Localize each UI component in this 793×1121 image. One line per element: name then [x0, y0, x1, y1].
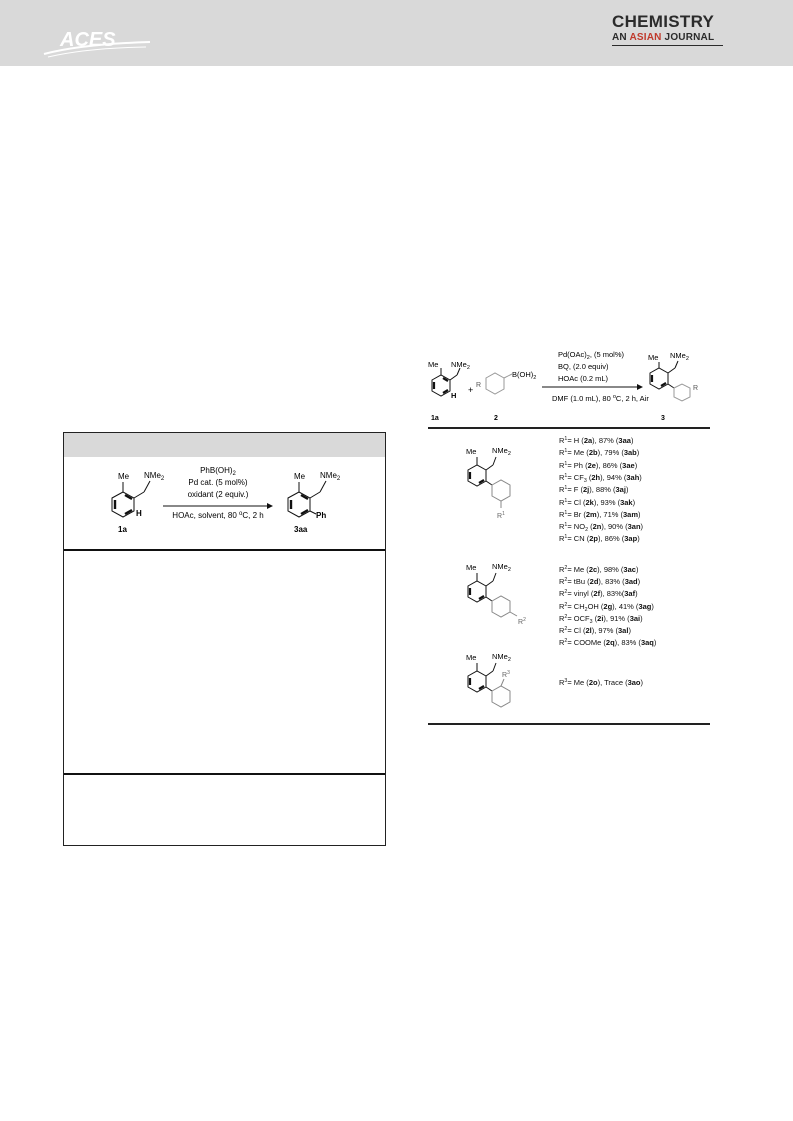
- svg-text:Pd(OAc)2, (5 mol%): $Pd(OAc)_2$, (5 mol%): [558, 350, 624, 361]
- scope-entry: $R^2= Me$ (2c), 98% (3ac): [559, 565, 639, 574]
- general-reaction-scheme: [428, 344, 710, 424]
- scope-entry: $R^2= OCF_3$ (2i), 91% (3ai): [559, 613, 643, 625]
- svg-text:NMe2: NMe$_2$: [670, 351, 689, 362]
- ortho-substituted-product-structure: [462, 650, 542, 718]
- svg-text:HOAc (0.2 mL): HOAc (0.2 mL): [558, 374, 609, 383]
- svg-text:DMF (1.0 mL), 80 oC, 2 h, Air: DMF (1.0 mL), 80 $^o$C, 2 h, Air: [552, 394, 649, 403]
- svg-text:NMe2: NMe$_2$: [320, 471, 341, 482]
- scope-entry: $R^1=$ CN (2p), 86% (3ap): [559, 534, 640, 544]
- svg-text:Me: Me: [428, 360, 439, 369]
- aces-logo: [42, 14, 152, 58]
- svg-text:2: 2: [494, 415, 498, 422]
- svg-text:R3: $R^3$: [502, 670, 510, 679]
- scope-entry: $R^1= Ph$ (2e), 86% (3ae): [559, 460, 638, 470]
- product-3-structure: [650, 361, 678, 389]
- scope-entry: $R^2= CH_2OH$ (2g), 41% (3ag): [559, 601, 654, 613]
- svg-text:NMe2: NMe$_2$: [492, 652, 511, 663]
- svg-text:NMe2: NMe$_2$: [492, 446, 511, 457]
- scope-entry: $R^1= Me$ (2b), 79% (3ab): [559, 448, 640, 458]
- svg-text:NMe2: NMe$_2$: [492, 562, 511, 573]
- svg-text:HOAc, solvent, 80 oC, 2 h: HOAc, solvent, 80 $^o$C, 2 h: [172, 511, 264, 520]
- scope-entry: $R^2=$ tBu (2d), 83% (3ad): [559, 577, 641, 587]
- scheme-rule-bottom: [428, 723, 710, 725]
- model-reaction-scheme: [64, 457, 385, 549]
- svg-text:1a: 1a: [118, 525, 127, 534]
- svg-text:3: 3: [661, 415, 665, 422]
- substrate-scope-scheme: [428, 344, 710, 726]
- svg-text:Me: Me: [466, 563, 477, 572]
- scope-entry: $R^1= H$ (2a), 87% (3aa): [559, 436, 634, 445]
- svg-text:oxidant (2 equiv.): oxidant (2 equiv.): [187, 490, 249, 499]
- svg-text:3aa: 3aa: [294, 525, 308, 534]
- scope-entry: $R^1= Cl$ (2k), 93% (3ak): [559, 497, 636, 507]
- svg-text:PhB(OH)2: $PhB(OH)_2$: [200, 466, 236, 477]
- scope-entry: $R^1= F$ (2j), 88% (3aj): [559, 485, 629, 495]
- journal-title: CHEMISTRY: [612, 12, 715, 31]
- svg-text:Me: Me: [466, 653, 477, 662]
- table-rule-top: [64, 549, 385, 551]
- scope-entry: $R^2=$ vinyl (2f), 83%(3af): [559, 589, 638, 599]
- boronic-acid-2-structure: [486, 373, 512, 394]
- svg-text:Pd cat. (5 mol%): Pd cat. (5 mol%): [188, 478, 248, 487]
- journal-logo-rule: [612, 45, 723, 46]
- svg-text:H: H: [451, 391, 457, 400]
- svg-text:+: +: [468, 385, 474, 395]
- svg-text:Me: Me: [466, 447, 477, 456]
- scheme-rule-top: [428, 427, 710, 429]
- svg-text:BQ, (2.0 equiv): BQ, (2.0 equiv): [558, 362, 609, 371]
- svg-text:B(OH)2: $B(OH)_2$: [512, 370, 537, 381]
- journal-header: [0, 0, 793, 66]
- para-substituted-product-structure: [462, 558, 552, 638]
- optimization-table: [63, 432, 386, 846]
- svg-text:Me: Me: [648, 353, 659, 362]
- svg-text:R: R: [693, 385, 699, 392]
- svg-text:1a: 1a: [431, 415, 439, 422]
- svg-text:Me: Me: [118, 472, 130, 481]
- scope-entry: $R^1= CF_3$ (2h), 94% (3ah): [559, 472, 642, 484]
- svg-text:NMe2: NMe$_2$: [144, 471, 165, 482]
- svg-text:R1: $R^1$: [497, 511, 505, 520]
- journal-logo: [612, 12, 732, 46]
- substrate-1a-structure: [112, 481, 150, 517]
- svg-text:H: H: [136, 509, 142, 518]
- svg-text:ACES: ACES: [60, 29, 116, 51]
- scope-entry: $R^2= Cl$ (2l), 97% (3al): [559, 626, 631, 635]
- svg-text:R2: $R^2$: [518, 617, 526, 626]
- meta-substituted-product-structure: [462, 442, 542, 534]
- svg-text:R: R: [476, 382, 482, 389]
- scope-entry: $R^1= NO_2$ (2n), 90% (3an): [559, 522, 644, 534]
- svg-text:NMe2: NMe$_2$: [451, 360, 470, 371]
- svg-text:Me: Me: [294, 472, 306, 481]
- table-header-band: [64, 433, 385, 457]
- journal-subtitle: AN ASIAN JOURNAL: [612, 32, 715, 43]
- scope-entry: $R^3= Me$ (2o), Trace (3ao): [559, 678, 644, 687]
- scope-entry: $R^2=$ COOMe (2q), 83% (3aq): [559, 638, 657, 648]
- scope-entry: $R^1= Br$ (2m), 71% (3am): [559, 509, 641, 519]
- svg-text:Ph: Ph: [316, 511, 327, 520]
